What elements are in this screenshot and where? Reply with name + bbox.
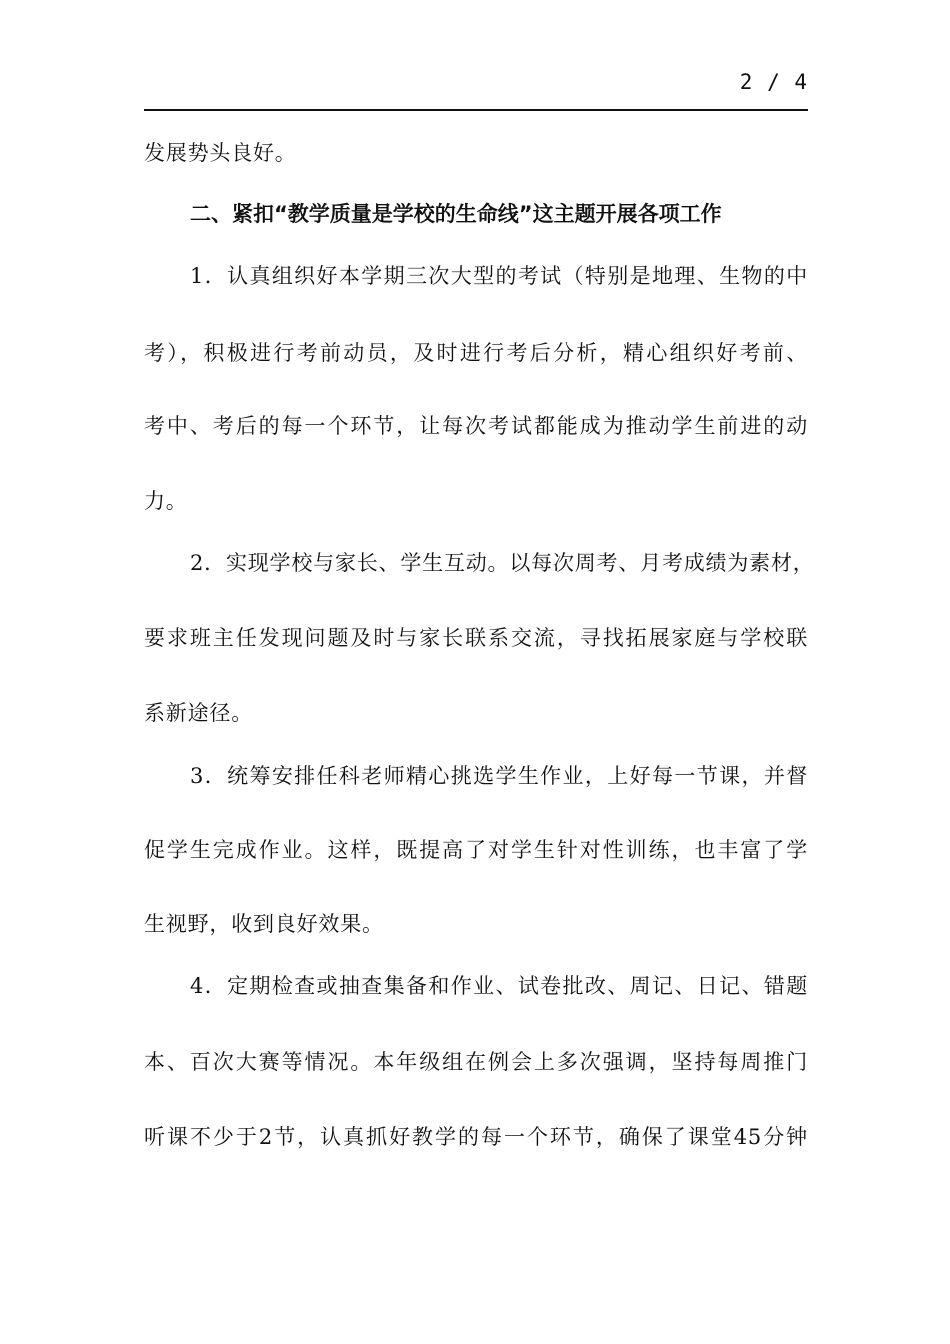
paragraph-line: 2．实现学校与家长、学生互动。以每次周考、月考成绩为素材， — [190, 551, 815, 575]
paragraph-line: 3．统筹安排任科老师精心挑选学生作业，上好每一节课，并督 — [190, 764, 808, 788]
header-rule — [144, 109, 808, 111]
paragraph-line: 力。 — [144, 489, 188, 513]
paragraph-line: 考），积极进行考前动员，及时进行考后分析，精心组织好考前、 — [144, 341, 808, 365]
page-number: 2 / 4 — [739, 70, 808, 94]
paragraph-line: 促学生完成作业。这样，既提高了对学生针对性训练，也丰富了学 — [144, 838, 808, 862]
paragraph-line: 生视野，收到良好效果。 — [144, 912, 384, 936]
section-heading: 二、紧扣“教学质量是学校的生命线”这主题开展各项工作 — [190, 202, 722, 226]
paragraph-line: 4．定期检查或抽查集备和作业、试卷批改、周记、日记、错题 — [190, 974, 808, 998]
paragraph-line: 要求班主任发现问题及时与家长联系交流，寻找拓展家庭与学校联 — [144, 626, 808, 650]
paragraph-line: 本、百次大赛等情况。本年级组在例会上多次强调，坚持每周推门 — [144, 1050, 808, 1074]
paragraph-line: 1．认真组织好本学期三次大型的考试（特别是地理、生物的中 — [190, 264, 808, 288]
paragraph-line: 听课不少于2节，认真抓好教学的每一个环节，确保了课堂45分钟 — [144, 1125, 808, 1149]
paragraph-line: 系新途径。 — [144, 701, 253, 725]
paragraph-line: 考中、考后的每一个环节，让每次考试都能成为推动学生前进的动 — [144, 414, 808, 438]
continuation-text: 发展势头良好。 — [144, 141, 297, 165]
